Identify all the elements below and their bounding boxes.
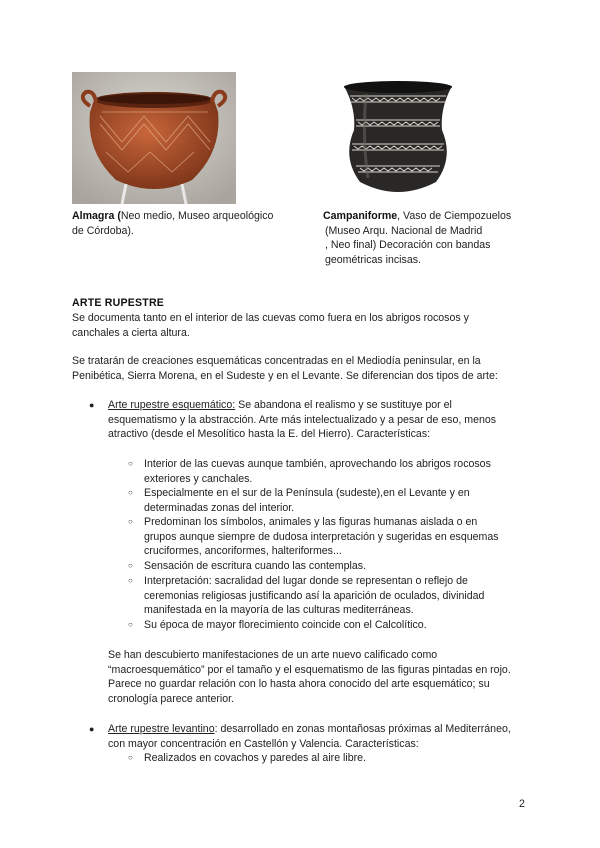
circle-bullet-icon: ○	[128, 488, 133, 497]
esquematico-item-2: Especialmente en el sur de la Península (sudeste),en el Levante y en determinadas zonas del interior.	[144, 487, 470, 514]
esquematico-text: Se abandona el realismo y se sustituye por el esquematismo y la abstracción. Arte más intelectualizado y a pesar de eso, menos atractivo (desde el Mesolítico hasta la E. del Hierro). Características:	[108, 399, 497, 441]
almagra-caption-line-2: de Córdoba).	[72, 224, 134, 237]
campaniforme-caption-line-2: (Museo Arqu. Nacional de Madrid	[325, 224, 483, 237]
levantino-text: : desarrollado en zonas montañosas próximas al Mediterráneo, con mayor concentración en Castellón y Valencia. Características:	[108, 723, 511, 750]
section-title: ARTE RUPESTRE	[72, 297, 165, 309]
circle-bullet-icon: ○	[128, 620, 133, 629]
esquematico-item-4: Sensación de escritura cuando las contemplas.	[144, 560, 367, 572]
macroesquematico-note: Se han descubierto manifestaciones de un arte nuevo calificado como “macroesquemático” por el tamaño y el esquematismo de las figuras pintadas en rojo. Parece no guardar relación con lo hasta ahora conocido del arte esquemático; su cronología parece anterior.	[108, 649, 511, 705]
esquematico-item-1: Interior de las cuevas aunque también, aprovechando los abrigos rocosos exteriores y canchales.	[144, 458, 491, 485]
esquematico-paragraph	[108, 398, 508, 442]
campaniforme-caption-line-3: , Neo final) Decoración con bandas	[325, 239, 491, 252]
almagra-caption-bold: Almagra (	[72, 210, 121, 222]
campaniforme-image	[336, 78, 460, 204]
campaniforme-caption-line-4: geométricas incisas.	[325, 253, 421, 266]
levantino-item-1: Realizados en covachos y paredes al aire libre.	[144, 752, 367, 764]
campaniforme-caption-line-1: , Vaso de Ciempozuelos	[397, 210, 512, 222]
levantino-label: Arte rupestre levantino	[108, 723, 215, 735]
almagra-image	[72, 72, 236, 204]
circle-bullet-icon: ○	[128, 517, 133, 526]
circle-bullet-icon: ○	[128, 753, 133, 762]
intro-paragraph-1: Se documenta tanto en el interior de las cuevas como fuera en los abrigos rocosos y canchales a cierta altura.	[72, 312, 469, 339]
intro-paragraph-2: Se tratarán de creaciones esquemáticas concentradas en el Mediodía peninsular, en la Penibética, Sierra Morena, en el Sudeste y en el Levante. Se diferencian dos tipos de arte:	[72, 355, 498, 382]
campaniforme-caption-bold: Campaniforme	[323, 210, 398, 222]
bullet-dot-icon: ●	[89, 724, 95, 734]
page-number: 2	[519, 798, 525, 810]
almagra-caption-line-1: Neo medio, Museo arqueológico	[120, 210, 274, 222]
esquematico-item-6: Su época de mayor florecimiento coincide con el Calcolítico.	[144, 619, 427, 631]
levantino-paragraph	[108, 722, 518, 751]
bullet-dot-icon: ●	[89, 400, 95, 410]
esquematico-item-5: Interpretación: sacralidad del lugar donde se representan o reflejo de ceremonias religiosas justificando así la aparición de oculados, divinidad manifestada en la mayoría de las culturas mediterráneas.	[144, 575, 485, 617]
campaniforme-caption	[323, 209, 553, 267]
almagra-caption	[72, 209, 302, 238]
esquematico-label: Arte rupestre esquemático:	[108, 399, 236, 411]
circle-bullet-icon: ○	[128, 561, 133, 570]
circle-bullet-icon: ○	[128, 576, 133, 585]
esquematico-item-3: Predominan los símbolos, animales y las figuras humanas aislada o en grupos aunque siempre de dudosa interpretación y sugeridas en esquemas cruciformes, ancoriformes, halteriformes...	[144, 516, 499, 558]
circle-bullet-icon: ○	[128, 459, 133, 468]
